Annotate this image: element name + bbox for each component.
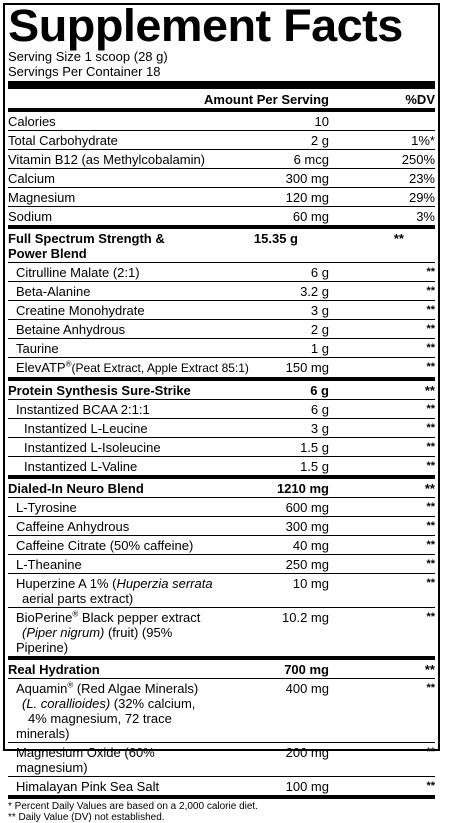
blend-header-neuro: Dialed-In Neuro Blend 1210 mg ** xyxy=(8,481,435,496)
ingredient-row: Citrulline Malate (2:1) 6 g ** xyxy=(8,263,435,282)
ingredient-row: Instantized L-Isoleucine 1.5 g ** xyxy=(8,438,435,457)
ingredient-row: L-Tyrosine 600 mg ** xyxy=(8,498,435,517)
thick-divider xyxy=(8,81,435,89)
ingredient-row: Caffeine Citrate (50% caffeine) 40 mg ** xyxy=(8,536,435,555)
nutrient-row: Total Carbohydrate 2 g 1%* xyxy=(8,133,435,148)
blend-header-strength: Full Spectrum Strength & Power Blend 15.35 g ** xyxy=(8,229,435,263)
serving-size: Serving Size 1 scoop (28 g) xyxy=(8,49,168,64)
blend-header-hydration: Real Hydration 700 mg ** xyxy=(8,662,435,677)
ingredient-row: Taurine 1 g ** xyxy=(8,339,435,358)
ingredient-row-huperzine: Huperzine A 1% (Huperzia serrata aerial parts extract) 10 mg ** xyxy=(8,574,435,608)
supplement-facts-panel xyxy=(3,0,440,823)
ingredient-row: Beta-Alanine 3.2 g ** xyxy=(8,282,435,301)
ingredient-row: Instantized L-Valine 1.5 g ** xyxy=(24,459,435,474)
ingredient-row: Magnesium Oxide (60% magnesium) 200 mg ** xyxy=(8,743,435,777)
nutrient-row: Calcium 300 mg 23% xyxy=(8,171,435,186)
ingredient-row: Betaine Anhydrous 2 g ** xyxy=(8,320,435,339)
nutrient-row: Sodium 60 mg 3% xyxy=(8,209,435,224)
ingredient-row: Instantized L-Leucine 3 g ** xyxy=(8,419,435,438)
ingredient-row: Caffeine Anhydrous 300 mg ** xyxy=(8,517,435,536)
blend-header-protein: Protein Synthesis Sure-Strike 6 g ** xyxy=(8,383,435,398)
servings-per-container: Servings Per Container 18 xyxy=(8,64,161,79)
ingredient-row-aquamin: Aquamin® (Red Algae Minerals) (L. corallioides) (32% calcium, 4% magnesium, 72 trace minerals) 400 mg ** xyxy=(8,679,435,743)
ingredient-row: L-Theanine 250 mg ** xyxy=(8,555,435,574)
column-header-row xyxy=(8,89,435,109)
nutrient-row: Calories 10 xyxy=(8,112,435,131)
footnote-dv-basis: * Percent Daily Values are based on a 2,000 calorie diet. xyxy=(8,801,258,812)
dv-header: %DV xyxy=(405,92,435,107)
ingredient-row: Creatine Monohydrate 3 g ** xyxy=(8,301,435,320)
nutrient-row: Magnesium 120 mg 29% xyxy=(8,190,435,205)
panel-title: Supplement Facts xyxy=(8,0,403,51)
ingredient-row-bioperine: BioPerine® Black pepper extract (Piper nigrum) (fruit) (95% Piperine) 10.2 mg ** xyxy=(16,609,435,655)
footnote-dv-not-established: ** Daily Value (DV) not established. xyxy=(8,812,165,823)
ingredient-row-elevatp: ElevATP®(Peat Extract, Apple Extract 85:1) 150 mg ** xyxy=(16,359,435,375)
ingredient-row: Instantized BCAA 2:1:1 6 g ** xyxy=(8,400,435,419)
amount-header: Amount Per Serving xyxy=(204,92,329,107)
nutrient-row: Vitamin B12 (as Methylcobalamin) 6 mcg 250% xyxy=(8,152,435,167)
ingredient-row: Himalayan Pink Sea Salt 100 mg ** xyxy=(16,779,435,794)
